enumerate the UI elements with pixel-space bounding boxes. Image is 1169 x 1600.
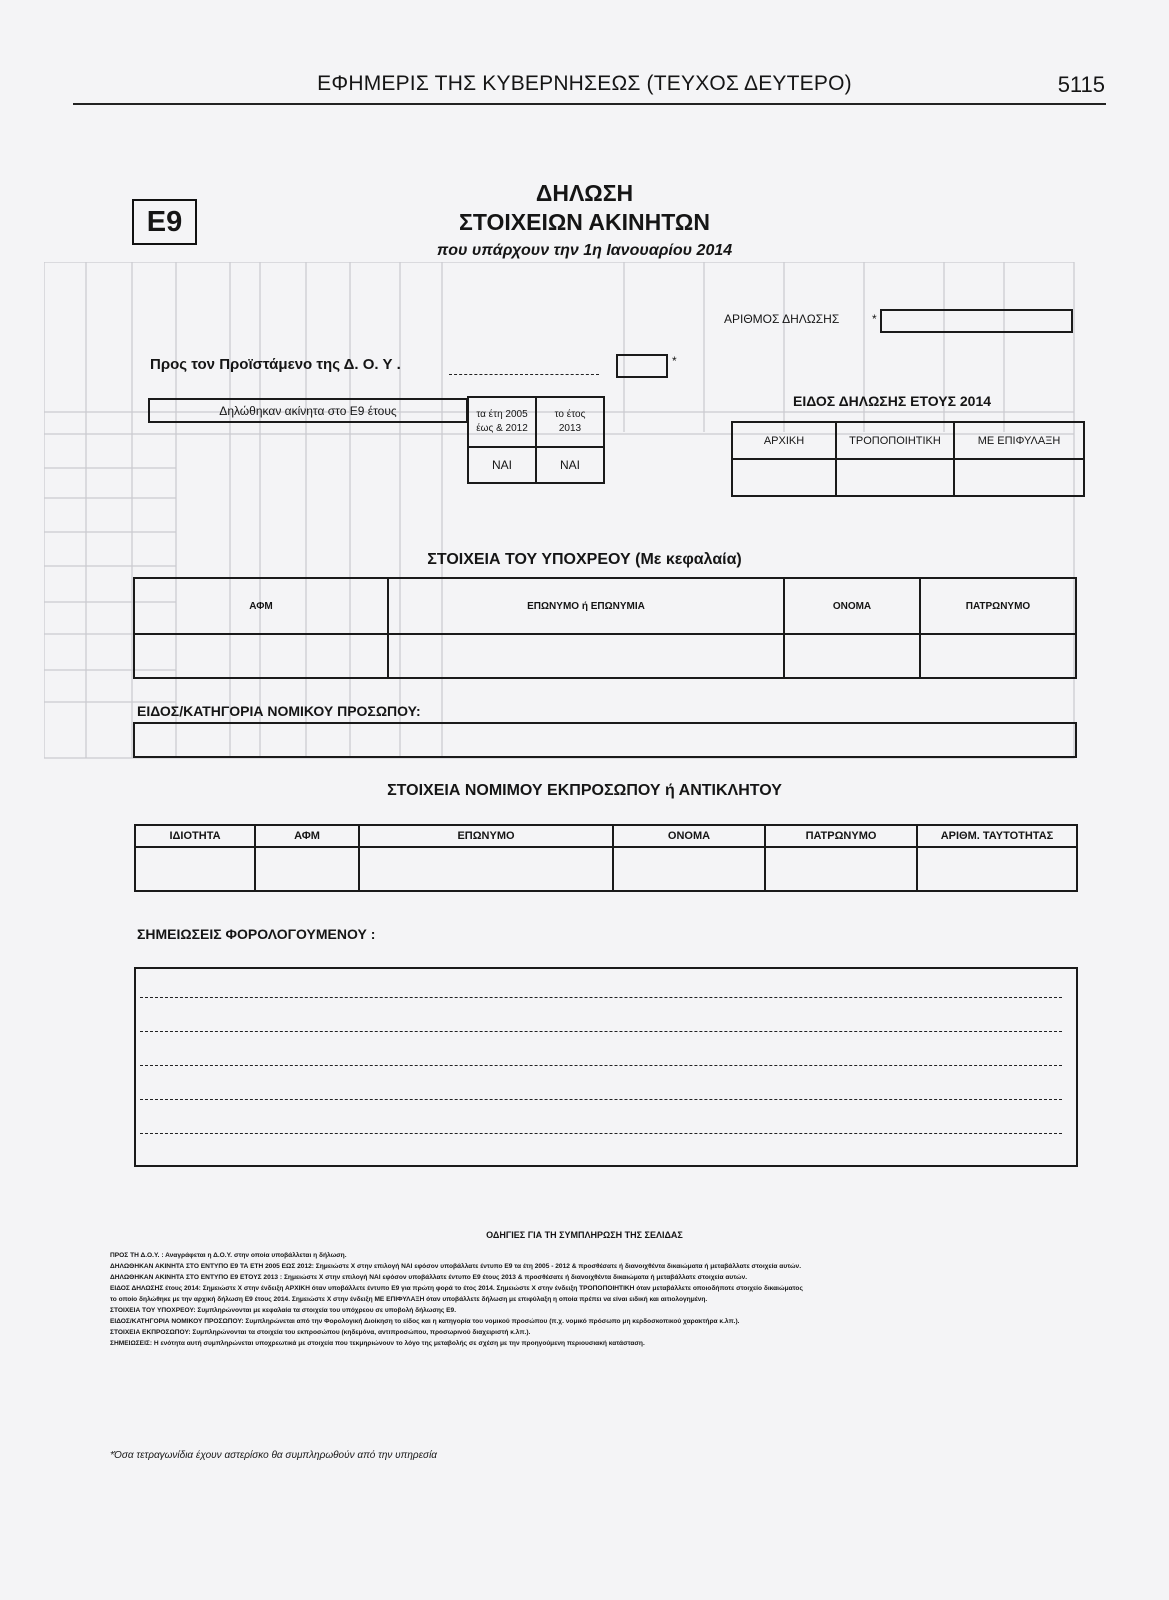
notes-field[interactable]: [134, 967, 1078, 1167]
rep-name-field[interactable]: [613, 847, 765, 891]
notes-line: [140, 1065, 1062, 1066]
rep-id-number-field[interactable]: [917, 847, 1077, 891]
instructions-title: ΟΔΗΓΙΕΣ ΓΙΑ ΤΗ ΣΥΜΠΛΗΡΩΣΗ ΤΗΣ ΣΕΛΙΔΑΣ: [486, 1230, 683, 1240]
gazette-title: ΕΦΗΜΕΡΙΣ ΤΗΣ ΚΥΒΕΡΝΗΣΕΩΣ (ΤΕΥΧΟΣ ΔΕΥΤΕΡΟ): [317, 72, 852, 95]
declared-years-table: [467, 396, 605, 484]
declaration-type-table: [731, 421, 1085, 497]
tax-office-label: Προς τον Προϊστάμενο της Δ. Ο. Υ .: [150, 356, 401, 373]
instruction-line: ΔΗΛΩΘΗΚΑΝ ΑΚΙΝΗΤΑ ΣΤΟ ΕΝΤΥΠΟ Ε9 ΕΤΟΥΣ 2013 : Σημειώστε Χ στην επιλογή ΝΑΙ εφόσον υποβάλλατε έντυπο Ε9 έτους 2013 & προσθέσατε ή διανοιχθέντα δικαιώματα ή μεταβάλλατε στοιχεία αυτών.: [110, 1274, 748, 1281]
col-capacity-header: ΙΔΙΟΤΗΤΑ: [135, 825, 255, 847]
rep-surname-field[interactable]: [359, 847, 613, 891]
page-number: 5115: [1057, 72, 1105, 97]
instructions-block: [110, 1250, 1010, 1349]
notes-line: [140, 1031, 1062, 1032]
taxpayer-surname-field[interactable]: [388, 634, 784, 678]
taxpayer-table: [133, 577, 1077, 679]
col-fathers-name-header: ΠΑΤΡΩΝΥΜΟ: [920, 578, 1076, 634]
notes-label: ΣΗΜΕΙΩΣΕΙΣ ΦΟΡΟΛΟΓΟΥΜΕΝΟΥ :: [137, 926, 376, 942]
type-reserved-checkbox[interactable]: [954, 459, 1084, 496]
asterisk-mark: *: [872, 312, 877, 326]
instruction-line: ΕΙΔΟΣ ΔΗΛΩΣΗΣ έτους 2014: Σημειώστε Χ στην ένδειξη ΑΡΧΙΚΗ όταν υποβάλλετε έντυπο Ε9 για πρώτη φορά το έτος 2014. Σημειώστε Χ στην ένδειξη ΤΡΟΠΟΠΟΙΗΤΙΚΗ όταν μεταβάλλετε οποιοδήποτε στοιχείο δικαιώματος: [110, 1285, 803, 1292]
footnote: *Όσα τετραγωνίδια έχουν αστερίσκο θα συμπληρωθούν από την υπηρεσία: [110, 1450, 438, 1461]
form-title-line1: ΔΗΛΩΣΗ: [535, 180, 634, 206]
col-rep-fathers-name-header: ΠΑΤΡΩΝΥΜΟ: [765, 825, 917, 847]
col-surname-header: ΕΠΩΝΥΜΟ ή ΕΠΩΝΥΜΙΑ: [388, 578, 784, 634]
notes-line: [140, 1099, 1062, 1100]
yes-2013-checkbox[interactable]: ΝΑΙ: [536, 447, 604, 483]
legal-entity-field[interactable]: [133, 722, 1077, 758]
instruction-line: ΕΙΔΟΣ/ΚΑΤΗΓΟΡΙΑ ΝΟΜΙΚΟΥ ΠΡΟΣΩΠΟΥ: Συμπληρώνεται από την Φορολογική Διοίκηση το είδος και η κατηγορία του νομικού προσώπου (π.χ. νομικό πρόσωπο μη κερδοσκοπικού χαρακτήρα κ.λπ.).: [110, 1318, 740, 1325]
type-initial-checkbox[interactable]: [732, 459, 836, 496]
representative-section-title: ΣΤΟΙΧΕΙΑ ΝΟΜΙΜΟΥ ΕΚΠΡΟΣΩΠΟΥ ή ΑΝΤΙΚΛΗΤΟΥ: [387, 782, 782, 799]
notes-line: [140, 997, 1062, 998]
type-amending-header: ΤΡΟΠΟΠΟΙΗΤΙΚΗ: [836, 422, 954, 459]
declaration-number-label: ΑΡΙΘΜΟΣ ΔΗΛΩΣΗΣ: [724, 312, 840, 326]
form-code-badge: Ε9: [132, 199, 197, 245]
instruction-line: το οποίο δηλώθηκε με την αρχική δήλωση Ε9 έτους 2014. Σημειώστε Χ στην ένδειξη ΜΕ ΕΠΙΦΥΛΑΞΗ όταν υποβάλλετε δήλωση με επιφύλαξη η οποία πρέπει να είναι ειδική και αιτιολογημένη.: [110, 1296, 708, 1303]
instruction-line: ΣΗΜΕΙΩΣΕΙΣ: Η ενότητα αυτή συμπληρώνεται υποχρεωτικά με στοιχεία που τεκμηριώνουν το λόγο της μεταβολής σε σχέση με την προηγούμενη περιουσιακή κατάσταση.: [110, 1340, 645, 1347]
declaration-number-field[interactable]: [880, 309, 1073, 333]
notes-line: [140, 1133, 1062, 1134]
form-title-line3: που υπάρχουν την 1η Ιανουαρίου 2014: [436, 242, 733, 259]
tax-office-field[interactable]: [449, 374, 599, 375]
taxpayer-fathers-name-field[interactable]: [920, 634, 1076, 678]
representative-table: [134, 824, 1078, 892]
col-rep-name-header: ΟΝΟΜΑ: [613, 825, 765, 847]
col-name-header: ΟΝΟΜΑ: [784, 578, 920, 634]
instruction-line: ΣΤΟΙΧΕΙΑ ΤΟΥ ΥΠΟΧΡΕΟΥ: Συμπληρώνονται με κεφαλαία τα στοιχεία του υπόχρεου σε υποβολή δήλωσης Ε9.: [110, 1307, 457, 1314]
col-rep-surname-header: ΕΠΩΝΥΜΟ: [359, 825, 613, 847]
declared-properties-label: Δηλώθηκαν ακίνητα στο Ε9 έτους: [148, 398, 468, 423]
rep-fathers-name-field[interactable]: [765, 847, 917, 891]
taxpayer-afm-field[interactable]: [134, 634, 388, 678]
taxpayer-name-field[interactable]: [784, 634, 920, 678]
bleed-through-grid: [44, 262, 1084, 762]
rep-capacity-field[interactable]: [135, 847, 255, 891]
col-id-number-header: ΑΡΙΘΜ. ΤΑΥΤΟΤΗΤΑΣ: [917, 825, 1077, 847]
years-2005-2012-header: τα έτη 2005 έως & 2012: [468, 397, 536, 447]
col-afm-header: ΑΦΜ: [134, 578, 388, 634]
year-2013-header: το έτος 2013: [536, 397, 604, 447]
type-reserved-header: ΜΕ ΕΠΙΦΥΛΑΞΗ: [954, 422, 1084, 459]
legal-entity-label: ΕΙΔΟΣ/ΚΑΤΗΓΟΡΙΑ ΝΟΜΙΚΟΥ ΠΡΟΣΩΠΟΥ:: [137, 703, 421, 719]
taxpayer-section-title: ΣΤΟΙΧΕΙΑ ΤΟΥ ΥΠΟΧΡΕΟΥ (Με κεφαλαία): [427, 551, 742, 568]
instruction-line: ΠΡΟΣ ΤΗ Δ.Ο.Υ. : Αναγράφεται η Δ.Ο.Υ. στην οποία υποβάλλεται η δήλωση.: [110, 1252, 347, 1259]
instruction-line: ΣΤΟΙΧΕΙΑ ΕΚΠΡΟΣΩΠΟΥ: Συμπληρώνονται τα στοιχεία του εκπροσώπου (κηδεμόνα, αντιπροσώπου, προσωρινού διαχειριστή κ.λπ.).: [110, 1329, 531, 1336]
yes-2005-2012-checkbox[interactable]: ΝΑΙ: [468, 447, 536, 483]
type-amending-checkbox[interactable]: [836, 459, 954, 496]
rep-afm-field[interactable]: [255, 847, 359, 891]
header-rule: [73, 103, 1106, 105]
type-initial-header: ΑΡΧΙΚΗ: [732, 422, 836, 459]
col-rep-afm-header: ΑΦΜ: [255, 825, 359, 847]
form-title-line2: ΣΤΟΙΧΕΙΩΝ ΑΚΙΝΗΤΩΝ: [459, 209, 710, 235]
asterisk-mark: *: [672, 354, 677, 368]
declaration-type-title: ΕΙΔΟΣ ΔΗΛΩΣΗΣ ΕΤΟΥΣ 2014: [793, 393, 992, 409]
instruction-line: ΔΗΛΩΘΗΚΑΝ ΑΚΙΝΗΤΑ ΣΤΟ ΕΝΤΥΠΟ Ε9 ΤΑ ΕΤΗ 2005 ΕΩΣ 2012: Σημειώστε Χ στην επιλογή ΝΑΙ εφόσον υποβάλλατε έντυπο Ε9 τα έτη 2005 - 2012 & προσθέσατε ή διανοιχθέντα δικαιώματα ή μεταβάλλατε στοιχεία αυτών.: [110, 1263, 802, 1270]
tax-office-code-field[interactable]: [616, 354, 668, 378]
